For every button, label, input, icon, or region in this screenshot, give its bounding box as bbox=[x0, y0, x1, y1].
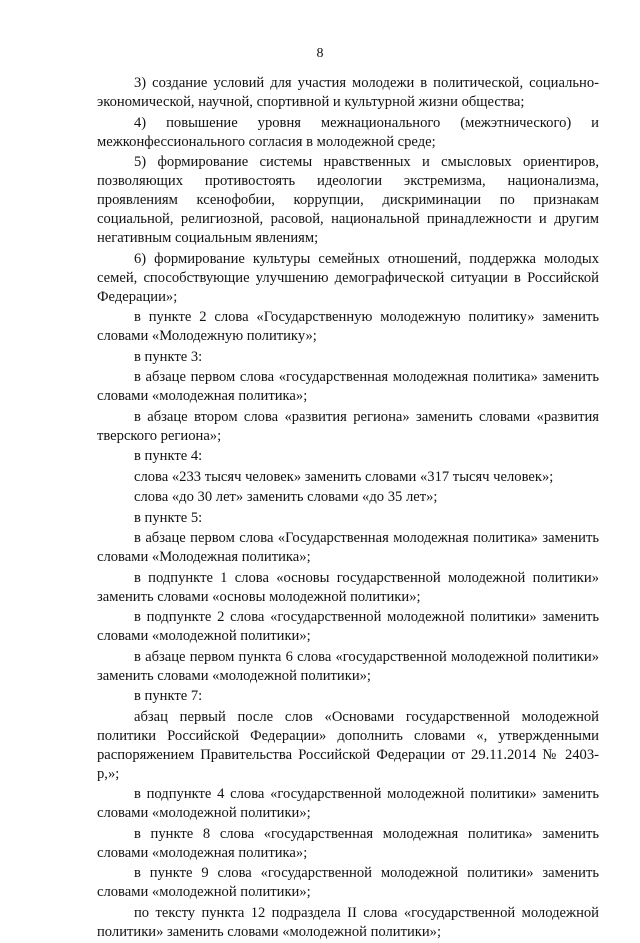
paragraph-point-7-heading: в пункте 7: bbox=[134, 688, 203, 704]
paragraph-point-8: в пункте 8 слова «государственная молодежная политика» заменить словами «молодежная политика»; bbox=[97, 825, 599, 861]
paragraph-point-2: в пункте 2 слова «Государственную молодежную политику» заменить словами «Молодежную политику»; bbox=[97, 309, 599, 344]
paragraph-point-3-abz-1: в абзаце первом слова «государственная молодежная политика» заменить словами «молодежная политика»; bbox=[97, 369, 599, 404]
paragraph-point-9: в пункте 9 слова «государственной молодежной политики» заменить словами «молодежной политики»; bbox=[97, 865, 599, 900]
paragraph-point-4-heading: в пункте 4: bbox=[134, 448, 203, 464]
paragraph-point-3-abz-2: в абзаце втором слова «развития региона» заменить словами «развития тверского региона»; bbox=[97, 408, 599, 444]
paragraph-point-6: в абзаце первом пункта 6 слова «государственной молодежной политики» заменить словами «молодежной политики»; bbox=[97, 648, 599, 684]
paragraph-point-4-line-2: слова «до 30 лет» заменить словами «до 35 лет»; bbox=[134, 489, 438, 505]
paragraph-item-5: 5) формирование системы нравственных и смысловых ориентиров, позволяющих противостоять идеологии экстремизма, национализма, проявлениям ксенофобии, коррупции, дискриминации по признакам социальной, религиозной, расовой, национальной принадлежности и другим негативным социальным явлениям; bbox=[97, 154, 599, 246]
paragraph-point-5-sub-2: в подпункте 2 слова «государственной молодежной политики» заменить словами «молодежной политики»; bbox=[97, 609, 599, 644]
paragraph-point-3-heading: в пункте 3: bbox=[134, 348, 203, 365]
paragraph-item-6: 6) формирование культуры семейных отношений, поддержка молодых семей, способствующие улучшению демографической ситуации в Российской Федерации»; bbox=[97, 250, 599, 305]
paragraph-point-5-heading: в пункте 5: bbox=[134, 509, 203, 526]
paragraph-point-12: по тексту пункта 12 подраздела II слова «государственной молодежной политики» заменить словами «молодежной политики»; bbox=[97, 904, 599, 940]
paragraph-point-4-line-1: слова «233 тысяч человек» заменить словами «317 тысяч человек»; bbox=[134, 468, 554, 485]
paragraph-point-7-abz-1: абзац первый после слов «Основами государственной молодежной политики Российской Федерации» дополнить словами «, утвержденными распоряжением Правительства Российской Федерации от 29.11.2014 № 2403-р,»; bbox=[97, 708, 599, 782]
paragraph-item-4: 4) повышение уровня межнационального (межэтнического) и межконфессионального согласия в молодежной среде; bbox=[97, 114, 599, 150]
paragraph-item-3: 3) создание условий для участия молодежи в политической, социально-экономической, научной, спортивной и культурной жизни общества; bbox=[97, 75, 599, 110]
page-number: 8 bbox=[316, 46, 324, 61]
paragraph-point-7-sub-4: в подпункте 4 слова «государственной молодежной политики» заменить словами «молодежной политики»; bbox=[97, 786, 599, 821]
document-body bbox=[97, 74, 599, 943]
paragraph-point-5-abz-1: в абзаце первом слова «Государственная молодежная политика» заменить словами «Молодежная политика»; bbox=[97, 530, 599, 565]
paragraph-point-5-sub-1: в подпункте 1 слова «основы государственной молодежной политики» заменить словами «основы молодежной политики»; bbox=[97, 569, 599, 605]
